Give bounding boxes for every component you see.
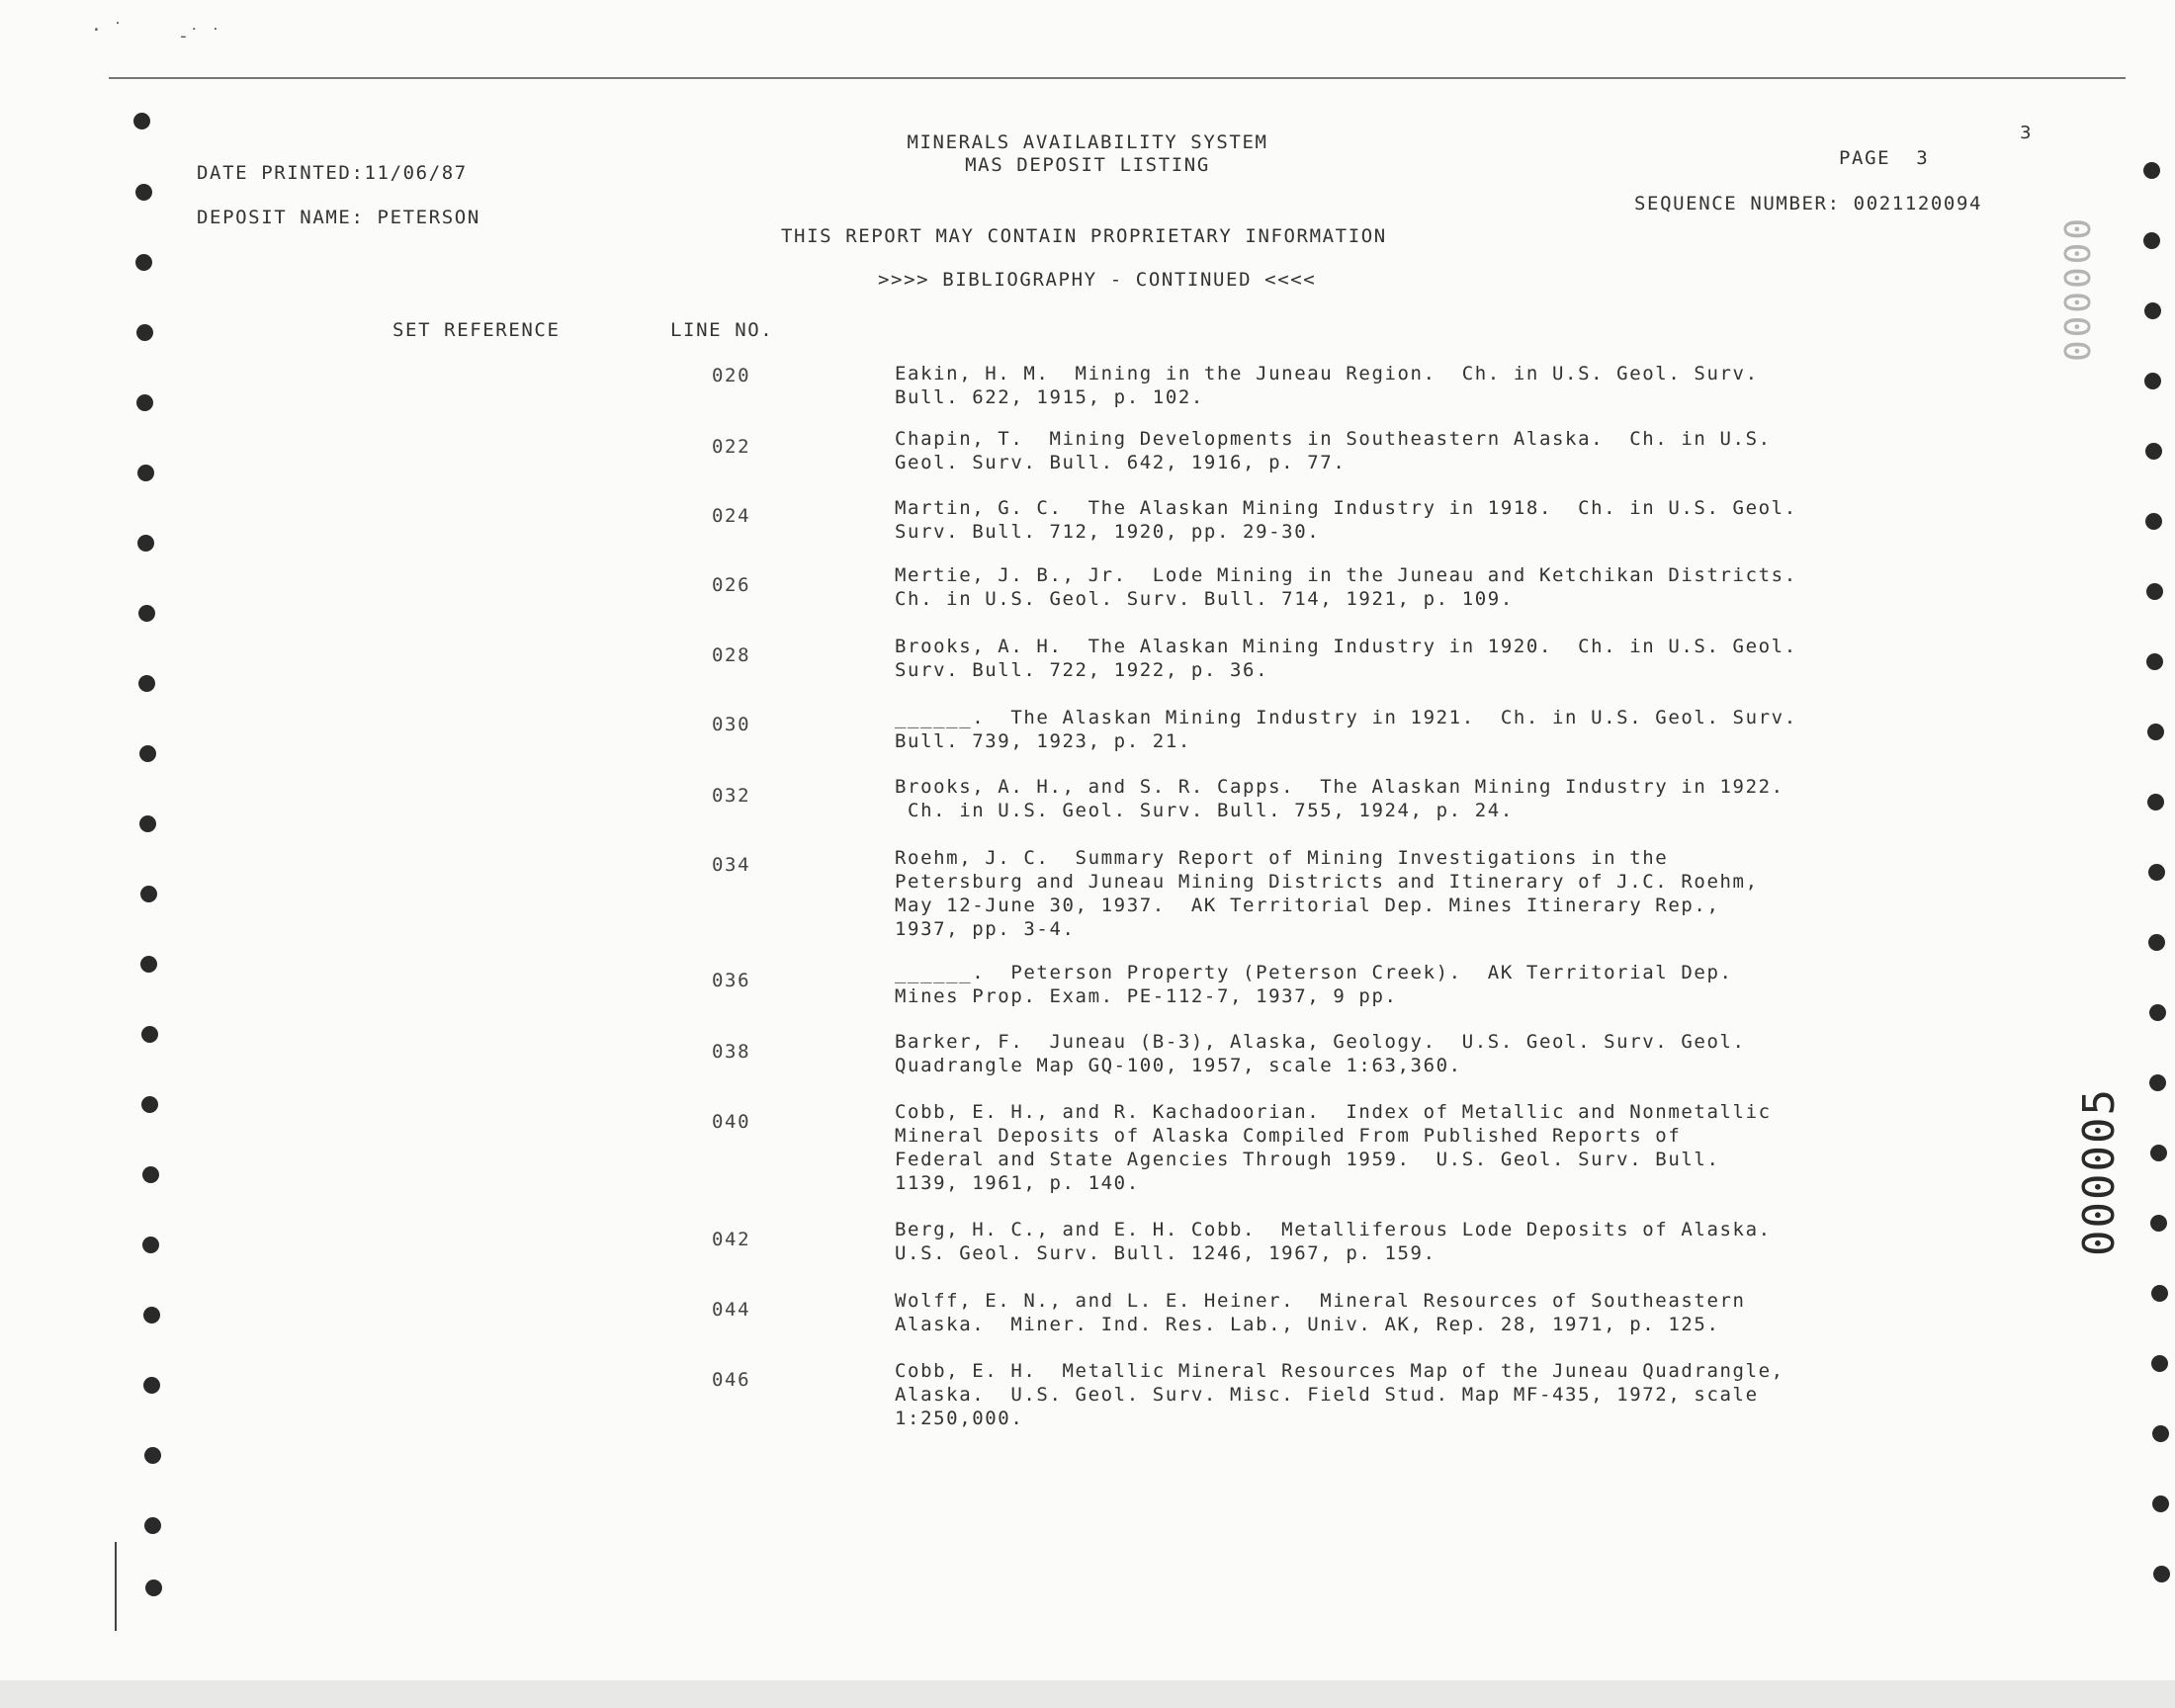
entry-reference-text: Roehm, J. C. Summary Report of Mining Investigations in the Petersburg and Juneau Mining Districts and Itinerary of J.C. Roehm, May 12-June 30, 1937. AK Territorial Dep. Mines Itinerary Rep., 1937, pp. 3-4. (895, 847, 1759, 940)
entry-reference-text: Berg, H. C., and E. H. Cobb. Metalliferous Lode Deposits of Alaska. U.S. Geol. Surv. Bull. 1246, 1967, p. 159. (895, 1219, 1772, 1264)
feed-hole (2149, 1074, 2166, 1091)
feed-hole (138, 675, 155, 692)
entry-reference-text: Chapin, T. Mining Developments in Southeastern Alaska. Ch. in U.S. Geol. Surv. Bull. 642, 1916, p. 77. (895, 428, 1772, 473)
feed-hole (2150, 1145, 2167, 1161)
feed-hole (2145, 443, 2162, 460)
entry-line-number: 038 (712, 1041, 751, 1063)
entry-reference-text: Martin, G. C. The Alaskan Mining Industry in 1918. Ch. in U.S. Geol. Surv. Bull. 712, 1920, pp. 29-30. (895, 497, 1797, 543)
feed-hole (135, 254, 152, 271)
feed-hole (133, 113, 150, 129)
feed-hole (2153, 1566, 2170, 1582)
paper-speck: · ˙ (91, 20, 124, 41)
feed-hole (140, 956, 157, 973)
entry-reference-text: ______. Peterson Property (Peterson Creek). AK Territorial Dep. Mines Prop. Exam. PE-112-7, 1937, 9 pp. (895, 962, 1733, 1007)
paper-speck: -˙ ˙ (178, 26, 221, 46)
feed-hole (2145, 513, 2162, 530)
system-title: MINERALS AVAILABILITY SYSTEM (907, 131, 1268, 153)
feed-hole (137, 535, 154, 552)
feed-hole (143, 1307, 160, 1324)
entry-reference-text: Eakin, H. M. Mining in the Juneau Region. Ch. in U.S. Geol. Surv. Bull. 622, 1915, p. 102. (895, 363, 1759, 408)
entry-line-number: 034 (712, 854, 751, 876)
feed-hole (141, 1026, 158, 1043)
line-no-header: LINE NO. (670, 319, 774, 341)
proprietary-notice: THIS REPORT MAY CONTAIN PROPRIETARY INFORMATION (781, 225, 1387, 247)
feed-hole (2151, 1355, 2168, 1372)
entry-reference-text: Brooks, A. H., and S. R. Capps. The Alaskan Mining Industry in 1922. Ch. in U.S. Geol. Surv. Bull. 755, 1924, p. 24. (895, 776, 1784, 821)
feed-hole (137, 465, 154, 481)
entry-line-number: 022 (712, 436, 751, 458)
feed-hole (138, 605, 155, 622)
date-printed: DATE PRINTED:11/06/87 (197, 162, 468, 184)
entry-line-number: 040 (712, 1111, 751, 1133)
entry-reference-text: Wolff, E. N., and L. E. Heiner. Mineral Resources of Southeastern Alaska. Miner. Ind. Res. Lab., Univ. AK, Rep. 28, 1971, p. 125. (895, 1290, 1746, 1335)
feed-hole (135, 184, 152, 201)
feed-hole (2144, 302, 2161, 319)
entry-line-number: 026 (712, 574, 751, 596)
entry-reference-text: Mertie, J. B., Jr. Lode Mining in the Juneau and Ketchikan Districts. Ch. in U.S. Geol. Surv. Bull. 714, 1921, p. 109. (895, 564, 1797, 610)
listing-title: MAS DEPOSIT LISTING (965, 154, 1210, 176)
entry-reference-text: Cobb, E. H., and R. Kachadoorian. Index of Metallic and Nonmetallic Mineral Deposits of Alaska Compiled From Published Reports of Federal and State Agencies Through 1959. U.S. Geol. Surv. Bull. 1139, 1961, p. 140. (895, 1101, 1772, 1194)
section-title: >>>> BIBLIOGRAPHY - CONTINUED <<<< (878, 269, 1317, 291)
entry-reference-text: ______. The Alaskan Mining Industry in 1921. Ch. in U.S. Geol. Surv. Bull. 739, 1923, p. 21. (895, 707, 1797, 752)
feed-hole (2149, 1004, 2166, 1021)
feed-hole (141, 1096, 158, 1113)
deposit-name: DEPOSIT NAME: PETERSON (197, 207, 480, 228)
feed-hole (2152, 1495, 2169, 1512)
feed-hole (2143, 232, 2160, 249)
entry-line-number: 046 (712, 1369, 751, 1391)
entry-reference-text: Brooks, A. H. The Alaskan Mining Industry in 1920. Ch. in U.S. Geol. Surv. Bull. 722, 1922, p. 36. (895, 636, 1797, 681)
frame-number-stamp: 000005 (2074, 1087, 2125, 1256)
entry-line-number: 020 (712, 365, 751, 386)
entry-reference-text: Cobb, E. H. Metallic Mineral Resources Map of the Juneau Quadrangle, Alaska. U.S. Geol. Surv. Misc. Field Stud. Map MF-435, 1972, scale 1:250,000. (895, 1360, 1784, 1429)
feed-hole (2148, 934, 2165, 951)
feed-hole (2148, 864, 2165, 881)
feed-hole (143, 1377, 160, 1394)
feed-hole (144, 1517, 161, 1534)
feed-hole (2146, 653, 2163, 670)
entry-line-number: 024 (712, 505, 751, 527)
feed-hole (142, 1166, 159, 1183)
feed-hole (2150, 1215, 2167, 1232)
entry-line-number: 042 (712, 1229, 751, 1250)
sheet-left-edge (115, 1542, 117, 1631)
sheet-top-edge (109, 77, 2126, 79)
faint-frame-stamp: 000000 (2058, 215, 2099, 363)
feed-hole (2151, 1285, 2168, 1302)
entry-line-number: 044 (712, 1299, 751, 1321)
feed-hole (2144, 373, 2161, 389)
feed-hole (136, 394, 153, 411)
entry-line-number: 030 (712, 714, 751, 735)
feed-hole (139, 745, 156, 762)
entry-line-number: 032 (712, 785, 751, 807)
feed-hole (145, 1580, 162, 1596)
feed-hole (136, 324, 153, 341)
feed-hole (2152, 1425, 2169, 1442)
feed-hole (144, 1447, 161, 1464)
feed-hole (142, 1237, 159, 1253)
sequence-number: SEQUENCE NUMBER: 0021120094 (1634, 193, 1983, 214)
entry-line-number: 036 (712, 970, 751, 991)
feed-hole (139, 815, 156, 832)
feed-hole (140, 886, 157, 902)
feed-hole (2143, 162, 2160, 179)
set-reference-header: SET REFERENCE (392, 319, 561, 341)
feed-hole (2147, 794, 2164, 811)
feed-hole (2146, 583, 2163, 600)
entry-line-number: 028 (712, 644, 751, 666)
feed-hole (2147, 724, 2164, 740)
entry-reference-text: Barker, F. Juneau (B-3), Alaska, Geology. U.S. Geol. Surv. Geol. Quadrangle Map GQ-100, 1957, scale 1:63,360. (895, 1031, 1746, 1076)
page-number: PAGE 3 (1839, 147, 1930, 169)
page-handwritten-number: 3 (2020, 123, 2032, 143)
